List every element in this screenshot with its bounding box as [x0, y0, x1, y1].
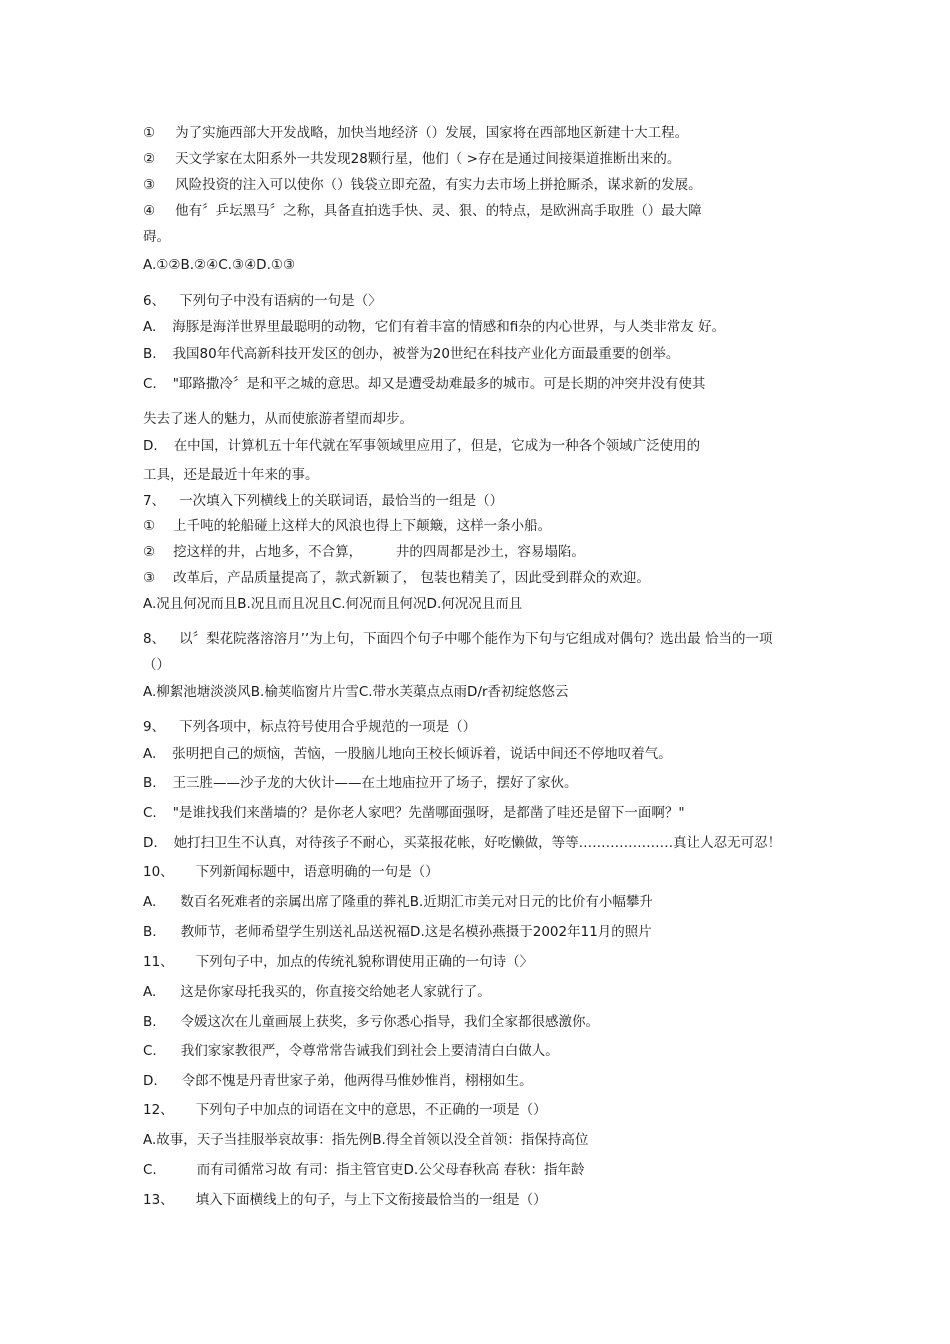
line-text: 令媛这次在儿童画展上获奖，多亏你悉心指导，我们全家都很感激你。	[180, 1014, 600, 1030]
line-text: 我们家家教很严，令尊常常告诫我们到社会上要清清白白做人。	[180, 1043, 559, 1059]
item-marker: 12、	[143, 1102, 174, 1118]
item-marker: D.	[143, 835, 158, 851]
item-marker: D.	[143, 1073, 158, 1089]
text-line	[143, 1042, 823, 1060]
text-line	[143, 569, 823, 587]
text-line	[143, 923, 823, 941]
item-marker: ②	[143, 151, 156, 167]
line-text: （）	[143, 657, 170, 673]
item-marker: A.	[143, 746, 157, 762]
text-line	[143, 375, 823, 393]
line-text: 上千吨的轮船碰上这样大的风浪也得上下颠簸，这样一条小船。	[173, 518, 552, 534]
item-marker: B.	[143, 1014, 157, 1030]
line-text: 他有〞乒坛黑马〞之称，具备直拍选手快、灵、狠、的特点，是欧洲高手取胜（）最大障	[175, 203, 702, 219]
text-line	[143, 1131, 823, 1149]
line-text: 数百名死难者的亲属出席了隆重的葬礼B.近期汇市美元对日元的比价有小幅攀升	[180, 894, 653, 910]
text-line	[143, 863, 823, 881]
item-marker: 9、	[143, 719, 166, 735]
text-line	[143, 292, 823, 310]
text-line	[143, 228, 823, 246]
text-line	[143, 745, 823, 763]
item-marker: A.	[143, 894, 157, 910]
line-text: 在中国，计算机五十年代就在军事领域里应用了，但是，它成为一种各个领域广泛使用的	[173, 438, 701, 454]
line-text: 令郎不愧是丹青世家子弟，他两得马惟妙惟肖，栩栩如生。	[181, 1073, 533, 1089]
item-marker: B.	[143, 924, 157, 940]
line-text: 工具，还是最近十年来的事。	[143, 467, 319, 483]
line-text: 下列句子中加点的词语在文中的意思，不正确的一项是（）	[195, 1102, 547, 1118]
text-line	[143, 656, 823, 674]
text-line	[143, 1101, 823, 1119]
text-line	[143, 517, 823, 535]
text-line	[143, 774, 823, 792]
item-marker: B.	[143, 346, 157, 362]
item-marker: A.	[143, 319, 157, 335]
text-line	[143, 466, 823, 484]
line-text: 为了实施西部大开发战略，加快当地经济（）发展，国家将在西部地区新建十大工程。	[175, 125, 689, 141]
text-line	[143, 543, 823, 561]
item-marker: C.	[143, 1043, 157, 1059]
line-text: A.柳絮池塘淡淡风B.榆荚临窗片片雪C.带水芙蕖点点雨D/r香初绽悠悠云	[143, 684, 569, 700]
line-text: 我国80年代高新科技开发区的创办，被誉为20世纪在科技产业化方面最重要的创举。	[172, 346, 680, 362]
text-line	[143, 1191, 823, 1209]
text-line	[143, 1013, 823, 1031]
text-line	[143, 804, 823, 822]
line-text: 而有司循常习故 有司：指主管官吏D.公父母春秋高 春秋：指年龄	[196, 1162, 585, 1178]
item-marker: B.	[143, 775, 157, 791]
line-text: 风险投资的注入可以使你（）钱袋立即充盈，有实力去市场上拼抢厮杀，谋求新的发展。	[175, 177, 702, 193]
text-line	[143, 1161, 823, 1179]
line-text: 海豚是海洋世界里最聪明的动物，它们有着丰富的情感和ﬁ杂的内心世界，与人类非常友 好。	[172, 319, 726, 335]
text-line	[143, 683, 823, 701]
text-line	[143, 718, 823, 736]
item-marker: 6、	[143, 293, 166, 309]
item-marker: ②	[143, 544, 156, 560]
line-text: 一次填入下列横线上的关联词语，最恰当的一组是（）	[179, 493, 504, 509]
text-line	[143, 202, 823, 220]
line-text: A.况且何况而且B.况且而且况且C.何况而且何况D.何况况且而且	[143, 596, 523, 612]
item-marker: D.	[143, 438, 158, 454]
line-text: 教师节，老师希望学生别送礼品送祝福D.这是名模孙燕摄于2002年11月的照片	[180, 924, 652, 940]
item-marker: ④	[143, 203, 156, 219]
line-text: 下列各项中，标点符号使用合乎规范的一项是（）	[179, 719, 477, 735]
line-text: "耶路撒冷〞是和平之城的意思。却又是遭受劫难最多的城市。可是长期的冲突井没有使其	[172, 376, 706, 392]
item-marker: 7、	[143, 493, 166, 509]
item-marker: A.	[143, 984, 157, 1000]
line-text: 这是你家母托我买的，你直接交给她老人家就行了。	[180, 984, 491, 1000]
text-line	[143, 893, 823, 911]
text-line	[143, 595, 823, 613]
item-marker: ①	[143, 125, 156, 141]
line-text: 失去了迷人的魅力，从而使旅游者望而却步。	[143, 411, 413, 427]
text-line	[143, 492, 823, 510]
line-text: 以〞梨花院落溶溶月’’为上句，下面四个句子中哪个能作为下句与它组成对偶句？选出最 恰当的一项	[179, 631, 773, 647]
text-line	[143, 834, 823, 852]
line-text: 下列句子中没有语病的一句是（〉	[179, 293, 382, 309]
item-marker: 8、	[143, 631, 166, 647]
item-marker: 10、	[143, 864, 174, 880]
item-marker: 11、	[143, 954, 174, 970]
line-text: A.故事，天子当挂服举哀故事：指先例B.得全首领以没全首领：指保持高位	[143, 1132, 589, 1148]
text-line	[143, 176, 823, 194]
line-text: 她打扫卫生不认真，对待孩子不耐心，买菜报花帐，好吃懒做，等等…………………真让人忍无可忍！	[173, 835, 782, 851]
text-line	[143, 256, 823, 274]
text-line	[143, 318, 823, 336]
item-marker: ①	[143, 518, 156, 534]
item-marker: 13、	[143, 1192, 174, 1208]
line-text: 碍。	[143, 229, 170, 245]
line-text: 挖这样的井，占地多，不合算， 井的四周都是沙土，容易塌陷。	[173, 544, 585, 560]
line-text: 下列句子中，加点的传统礼貌称谓使用正确的一句诗（〉	[195, 954, 534, 970]
line-text: 王三胜——沙子龙的大伙计——在土地庙拉开了场子，摆好了家伙。	[172, 775, 578, 791]
text-line	[143, 630, 823, 648]
text-line	[143, 410, 823, 428]
line-text: 改革后，产品质量提高了，款式新颖了， 包装也精美了，因此受到群众的欢迎。	[173, 570, 650, 586]
text-line	[143, 437, 823, 455]
text-line	[143, 150, 823, 168]
text-line	[143, 1072, 823, 1090]
item-marker: C.	[143, 1162, 157, 1178]
text-line	[143, 124, 823, 142]
text-line	[143, 983, 823, 1001]
item-marker: ③	[143, 177, 156, 193]
text-line	[143, 345, 823, 363]
line-text: "是谁找我们来凿墙的？是你老人家吧？先凿哪面强呀，是都凿了哇还是留下一面啊？"	[172, 805, 685, 821]
text-line	[143, 953, 823, 971]
line-text: 张明把自己的烦恼，苦恼，一股脑儿地向王校长倾诉着，说话中间还不停地叹着气。	[172, 746, 672, 762]
line-text: 天文学家在太阳系外一共发现28颗行星，他们（ >存在是通过间接渠道推断出来的。	[175, 151, 681, 167]
item-marker: C.	[143, 805, 157, 821]
item-marker: C.	[143, 376, 157, 392]
item-marker: ③	[143, 570, 156, 586]
line-text: 下列新闻标题中，语意明确的一句是（）	[195, 864, 439, 880]
line-text: 填入下面横线上的句子，与上下文衔接最恰当的一组是（）	[195, 1192, 547, 1208]
line-text: A.①②B.②④C.③④D.①③	[143, 257, 296, 273]
